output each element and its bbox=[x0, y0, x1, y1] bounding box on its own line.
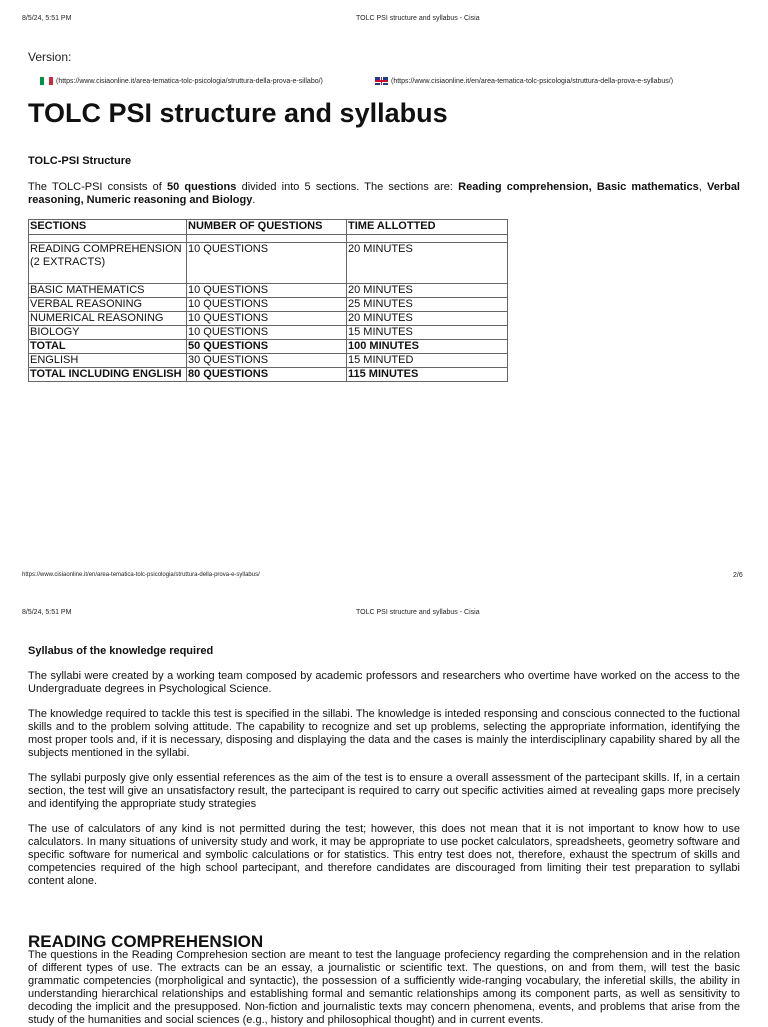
structure-table bbox=[28, 219, 508, 382]
table-cell: ENGLISH bbox=[29, 354, 187, 368]
syllabus-paragraph: The knowledge required to tackle this test is specified in the sillabi. The knowledge is inteded responsing and conscious connected to the fuctional skills and to the problem solving attitude. The capability to recognize and set up problems, selecting the appropriate information, identifying the most proper tools and, if it is necessary, disposing and displaying the data and the cases is mainly the interdisciplinary capability shared by all the subjects mentioned in the syllabi. bbox=[28, 708, 740, 759]
table-row bbox=[29, 284, 508, 298]
table-cell: BIOLOGY bbox=[29, 326, 187, 340]
syllabus-paragraph: The use of calculators of any kind is not permitted during the test; however, this does not mean that it is not important to know how to use calculators. In many situations of university study and work, it may be appropriate to use pocket calculators, spreadsheets, geometry software and specific software for numerical and symbolic calculations or for statistics. This entry test does not, therefore, exhaust the spectrum of skills and competencies required of the high school partecipant, and therefore candidates are discouraged from limiting their test preparation to syllabi content alone. bbox=[28, 823, 740, 887]
structure-intro bbox=[28, 181, 740, 207]
table-row bbox=[29, 326, 508, 340]
table-cell: 10 QUESTIONS bbox=[187, 312, 347, 326]
table-cell: BASIC MATHEMATICS bbox=[29, 284, 187, 298]
syllabus-paragraph: The syllabi purposly give only essential references as the aim of the test is to ensure a overall assessment of the partecipant skills. If, in a certain section, the test will give an unsatisfactory result, the partecipant is required to carry out specific activities aimed at revealing gaps more precisely and identifying the appropriate study strategies bbox=[28, 772, 740, 810]
table-cell: 50 QUESTIONS bbox=[187, 340, 347, 354]
table-cell: 25 MINUTES bbox=[347, 298, 508, 312]
print-datetime: 8/5/24, 5:51 PM bbox=[22, 15, 72, 22]
table-cell: NUMERICAL REASONING bbox=[29, 312, 187, 326]
print-datetime: 8/5/24, 5:51 PM bbox=[22, 609, 72, 616]
table-cell: 80 QUESTIONS bbox=[187, 368, 347, 382]
table-cell: 10 QUESTIONS bbox=[187, 298, 347, 312]
print-footer-url: https://www.cisiaonline.it/en/area-tematica-tolc-psicologia/struttura-della-prova-e-syllabus/ bbox=[22, 572, 260, 578]
english-version-link[interactable] bbox=[375, 77, 673, 85]
italian-version-link[interactable] bbox=[40, 77, 323, 85]
intro-bold-sections: Reading comprehension, Basic mathematics bbox=[458, 181, 699, 193]
print-page-title: TOLC PSI structure and syllabus - Cisia bbox=[356, 15, 480, 22]
column-header: SECTIONS bbox=[29, 220, 187, 235]
table-row bbox=[29, 243, 508, 284]
table-header-row bbox=[29, 220, 508, 235]
table-cell: 20 MINUTES bbox=[347, 284, 508, 298]
intro-text: . bbox=[252, 194, 256, 206]
table-row bbox=[29, 298, 508, 312]
table-cell: 10 QUESTIONS bbox=[187, 284, 347, 298]
table-row bbox=[29, 312, 508, 326]
print-page-number: 2/6 bbox=[733, 572, 743, 579]
table-cell: 20 MINUTES bbox=[347, 243, 508, 284]
italian-url: (https://www.cisiaonline.it/area-tematica-tolc-psicologia/struttura-della-prova-e-sillabo/) bbox=[56, 77, 323, 85]
intro-text: The TOLC-PSI consists of bbox=[28, 181, 167, 193]
table-cell: 15 MINUTES bbox=[347, 326, 508, 340]
column-header: NUMBER OF QUESTIONS bbox=[187, 220, 347, 235]
page-title: TOLC PSI structure and syllabus bbox=[28, 98, 448, 128]
print-page-title: TOLC PSI structure and syllabus - Cisia bbox=[356, 609, 480, 616]
intro-text: divided into 5 sections. The sections are: bbox=[236, 181, 459, 193]
table-cell: 10 QUESTIONS bbox=[187, 243, 347, 284]
table-row bbox=[29, 354, 508, 368]
uk-flag-icon bbox=[375, 77, 388, 85]
table-cell: 115 MINUTES bbox=[347, 368, 508, 382]
intro-bold-count: 50 questions bbox=[166, 181, 237, 193]
intro-text: , bbox=[698, 181, 707, 193]
table-cell: TOTAL bbox=[29, 340, 187, 354]
version-label: Version: bbox=[28, 50, 72, 64]
column-header: TIME ALLOTTED bbox=[347, 220, 508, 235]
table-cell: 10 QUESTIONS bbox=[187, 326, 347, 340]
table-cell: 100 MINUTES bbox=[347, 340, 508, 354]
table-cell: 30 QUESTIONS bbox=[187, 354, 347, 368]
syllabus-paragraph: The syllabi were created by a working team composed by academic professors and researchers who overtime have worked on the access to the Undergraduate degrees in Psychological Science. bbox=[28, 670, 740, 695]
reading-comprehension-text: The questions in the Reading Comprehesion section are meant to test the language profeciency regarding the comprehension and in the relation of different types of use. The extracts can be an essay, a journalistic or scientific text. The questions, on and from them, will test the basic grammatic competencies (morpholigical and syntactic), the possession of a sufficiently wide-ranging vocabulary, the inferetial skills, the ability in understanding hierarchical relationships and establishing formal and semantic relationships among its component parts, as well as sensitivity to decoding the implicit and the presupposed. Non-fiction and journalistic texts may concern phenomena, events, and problems that arise from the study of the humanities and social sciences (e.g., history and philosophical thought) and in current events. bbox=[28, 949, 740, 1026]
table-spacer-row bbox=[29, 235, 508, 243]
reading-comprehension-heading: READING COMPREHENSION bbox=[28, 932, 264, 951]
structure-heading: TOLC-PSI Structure bbox=[28, 155, 132, 167]
table-cell: VERBAL REASONING bbox=[29, 298, 187, 312]
intro-bold-sections: Verbal reasoning, Numeric reasoning and Biology bbox=[28, 181, 740, 206]
table-row-total-english bbox=[29, 368, 508, 382]
table-cell: 20 MINUTES bbox=[347, 312, 508, 326]
table-cell: 15 MINUTED bbox=[347, 354, 508, 368]
syllabus-heading: Syllabus of the knowledge required bbox=[28, 645, 214, 657]
table-cell: TOTAL INCLUDING ENGLISH bbox=[29, 368, 187, 382]
table-row-total bbox=[29, 340, 508, 354]
english-url: (https://www.cisiaonline.it/en/area-tematica-tolc-psicologia/struttura-della-prova-e-syllabus/) bbox=[391, 77, 674, 85]
table-cell: READING COMPREHENSION (2 EXTRACTS) bbox=[29, 243, 187, 284]
italy-flag-icon bbox=[40, 77, 53, 85]
